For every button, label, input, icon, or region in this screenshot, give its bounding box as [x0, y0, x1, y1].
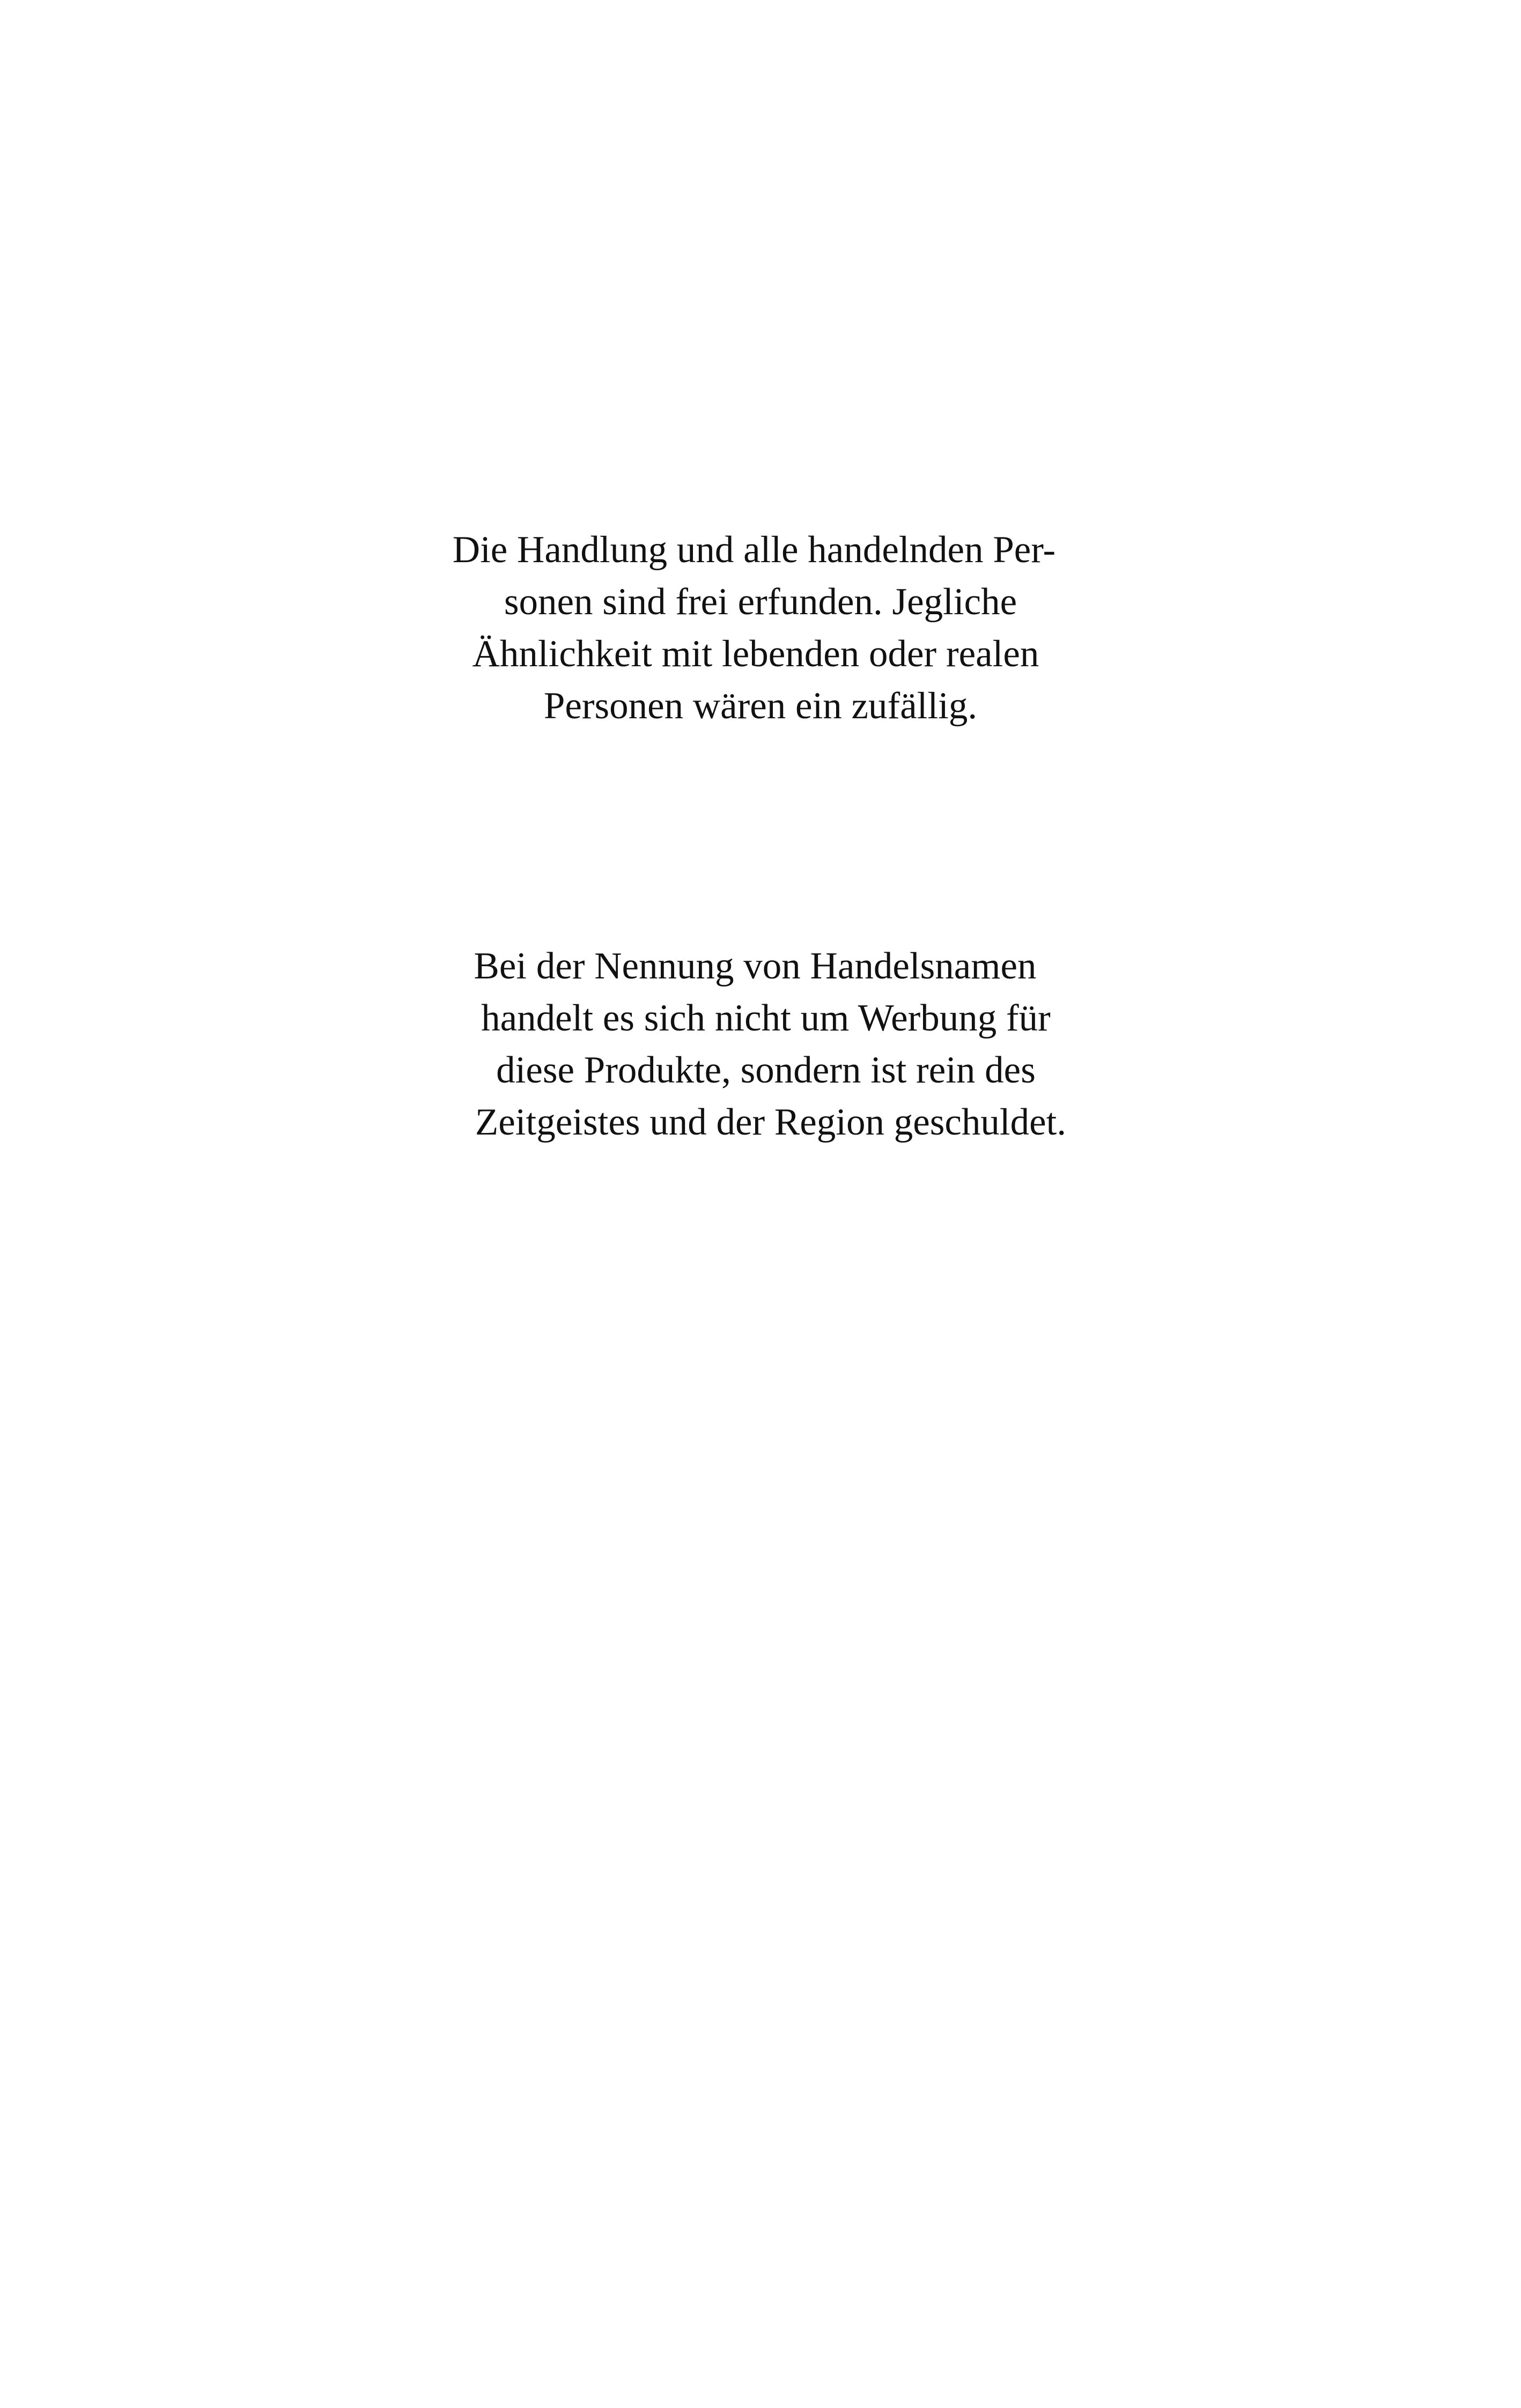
text-line: sonen sind frei erfunden. Jegliche — [504, 581, 1017, 623]
text-line: Personen wären ein zufällig. — [543, 685, 978, 727]
text-line: Die Handlung und alle handelnden Per- — [452, 529, 1056, 571]
trade-names-disclaimer-paragraph — [0, 940, 1521, 1148]
text-line: Bei der Nennung von Handelsnamen — [474, 945, 1037, 987]
text-line: Ähnlichkeit mit lebenden oder realen — [472, 633, 1039, 675]
text-line: Zeitgeistes und der Region geschuldet. — [475, 1101, 1067, 1143]
text-line: handelt es sich nicht um Werbung für — [481, 997, 1051, 1039]
text-line: diese Produkte, sondern ist rein des — [496, 1049, 1036, 1091]
fiction-disclaimer-paragraph — [0, 524, 1521, 732]
